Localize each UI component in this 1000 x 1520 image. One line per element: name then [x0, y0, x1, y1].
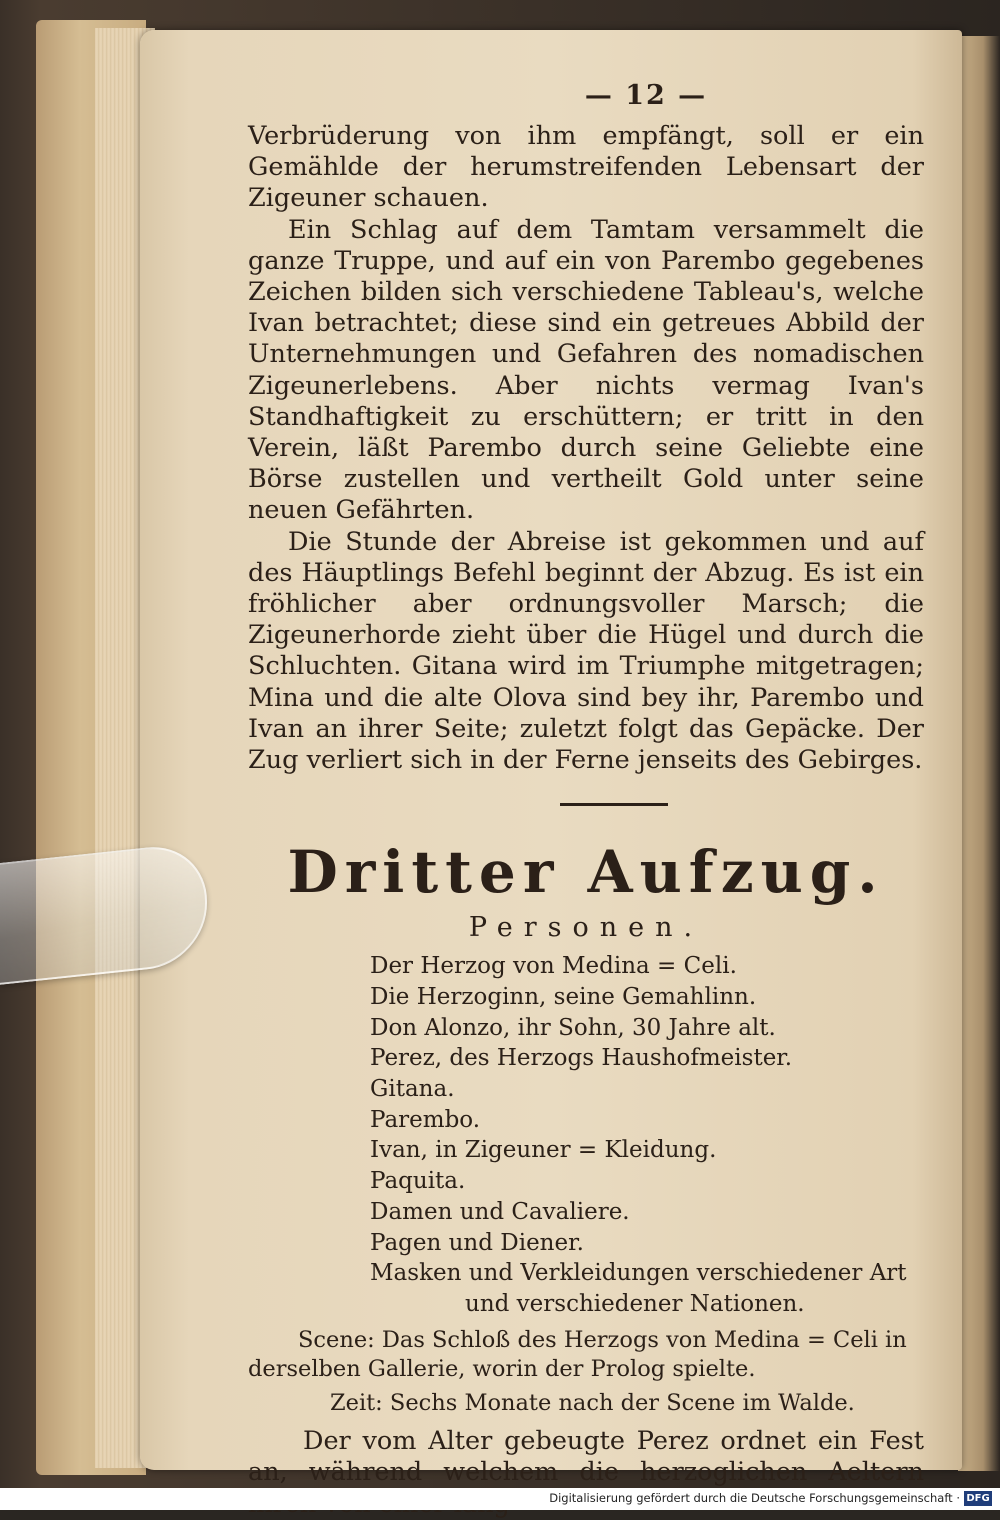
act-title: Dritter Aufzug.: [287, 838, 885, 907]
paragraph-final: Der vom Alter gebeugte Perez ordnet ein Fest an, während welchem die herzoglichen Aeltern: [248, 1425, 924, 1488]
cast-item: Perez, des Herzogs Haushofmeister.: [370, 1045, 793, 1072]
page-content: [248, 80, 924, 1520]
footer-credit: Digitalisierung gefördert durch die Deutsche Forschungsgemeinschaft ·: [549, 1491, 960, 1505]
cast-item: Ivan, in Zigeuner = Kleidung.: [370, 1137, 717, 1164]
cast-item: Paquita.: [370, 1168, 466, 1195]
cast-item: Parembo.: [370, 1106, 481, 1133]
time-description: Zeit: Sechs Monate nach der Scene im Walde.: [330, 1389, 855, 1416]
cast-item: Masken und Verkleidungen verschiedener Art und verschiedener Nationen.: [370, 1260, 907, 1317]
dfg-logo: DFG: [964, 1491, 992, 1506]
cast-item: Der Herzog von Medina = Celi.: [370, 953, 737, 980]
next-page-edge: [958, 36, 1000, 1471]
cast-item: Damen und Cavaliere.: [370, 1198, 630, 1225]
personen-heading: Personen.: [468, 912, 704, 944]
section-divider: [560, 803, 668, 806]
cast-item: Pagen und Diener.: [370, 1229, 584, 1256]
cast-item: Don Alonzo, ihr Sohn, 30 Jahre alt.: [370, 1014, 776, 1041]
paragraph-1: Verbrüderung von ihm empfängt, soll er ein Gemählde der herumstreifenden Lebensart der Zigeuner schauen.: [248, 121, 924, 214]
cast-item: Gitana.: [370, 1076, 455, 1103]
cast-item: Die Herzoginn, seine Gemahlinn.: [370, 983, 757, 1010]
paragraph-2: Ein Schlag auf dem Tamtam versammelt die ganze Truppe, und auf ein von Parembo gegebenes Zeichen bilden sich verschiedene Tableau's, welche Ivan betrachtet; diese sind ein getreues Abbild der Unternehmungen und Gefahren des nomadischen Zigeunerlebens. Aber nichts vermag Ivan's Standhaftigkeit zu erschüttern; er tritt in den Verein, läßt Parembo durch seine Geliebte eine Börse zustellen und vertheilt Gold unter seine neuen Gefährten.: [248, 214, 924, 526]
page-number: — 12 —: [584, 80, 708, 111]
scene-description: Scene: Das Schloß des Herzogs von Medina = Celi in derselben Gallerie, worin der Prolog spielte.: [248, 1326, 907, 1382]
cast-list: [248, 951, 924, 1319]
paragraph-3: Die Stunde der Abreise ist gekommen und auf des Häuptlings Befehl beginnt der Abzug. Es ist ein fröhlicher aber ordnungsvoller Marsch; die Zigeunerhorde zieht über die Hügel und durch die Schluchten. Gitana wird im Triumphe mitgetragen; Mina und die alte Olova sind bey ihr, Parembo und Ivan an ihrer Seite; zuletzt folgt das Gepäcke. Der Zug verliert sich in der Ferne jenseits des Gebirges.: [248, 526, 924, 776]
